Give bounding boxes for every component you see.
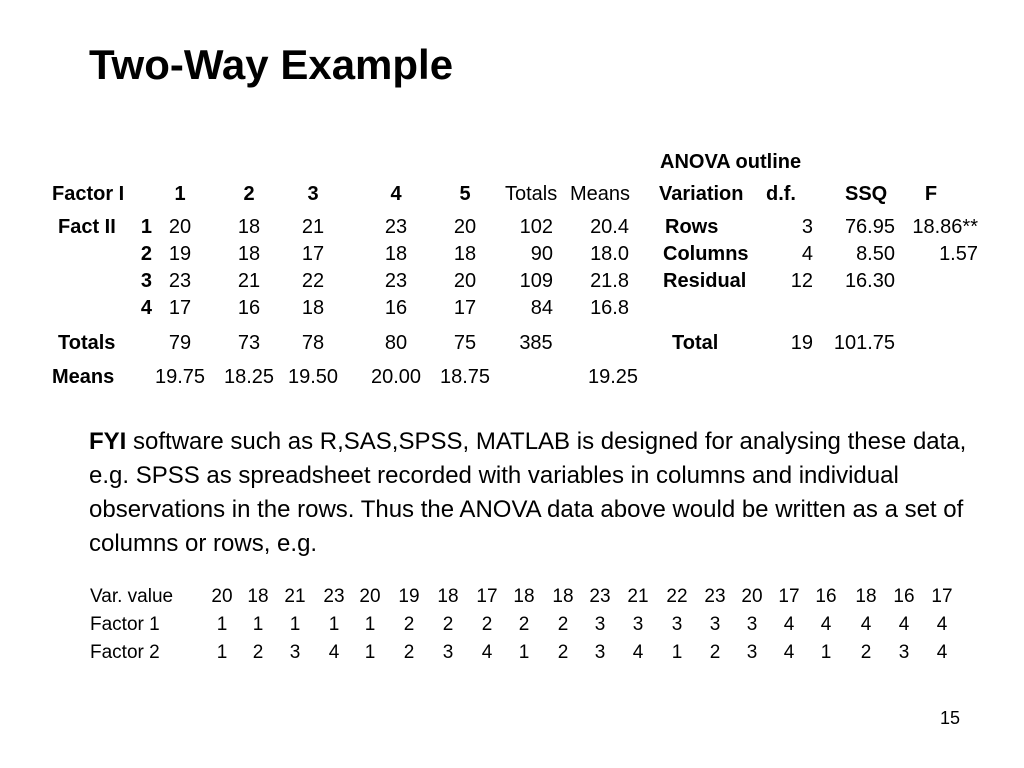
long-format-row-label: Factor 1 [90,614,160,635]
long-format-value: 1 [518,642,530,663]
row-total: 84 [530,297,553,319]
long-format-value: 4 [481,642,493,663]
fact-ii-level: 3 [140,270,152,292]
row-total: 90 [530,243,553,265]
column-total: 75 [453,332,477,354]
fact-ii-label: Fact II [58,216,116,238]
long-format-value: 4 [328,642,340,663]
row-mean: 21.8 [590,270,629,292]
long-format-value: 17 [476,586,498,607]
data-cell: 23 [168,270,192,292]
long-format-value: 1 [328,614,340,635]
anova-outline-label: ANOVA outline [660,151,802,173]
long-format-value: 3 [289,642,301,663]
column-total: 73 [237,332,261,354]
long-format-value: 23 [589,586,611,607]
long-format-value: 3 [671,614,683,635]
factor-i-level-4: 4 [390,183,402,205]
anova-f: 18.86** [912,216,978,238]
fyi-text: software such as R,SAS,SPSS, MATLAB is designed for analysing these data, e.g. SPSS as spreadsheet recorded with variables in columns and individual observations in the rows. Thus the ANOVA data above would be written as a set of columns or rows, e.g. [89,428,967,557]
long-format-value: 1 [364,642,376,663]
long-format-value: 2 [557,614,569,635]
anova-f: 1.57 [939,243,978,265]
means-header: Means [570,183,631,205]
grand-total: 385 [519,332,553,354]
anova-df: 3 [801,216,813,238]
long-format-value: 3 [594,642,606,663]
long-format-row-label: Var. value [90,586,174,607]
data-cell: 16 [237,297,261,319]
column-mean: 18.75 [439,366,491,388]
data-cell: 17 [301,243,325,265]
row-total: 109 [519,270,553,292]
f-header: F [924,183,938,205]
totals-header: Totals [505,183,558,205]
anova-total-label: Total [672,332,719,354]
long-format-value: 2 [860,642,872,663]
long-format-value: 3 [746,614,758,635]
long-format-value: 4 [632,642,644,663]
data-cell: 17 [453,297,477,319]
column-total: 79 [168,332,192,354]
long-format-value: 2 [403,642,415,663]
data-cell: 18 [384,243,408,265]
long-format-value: 20 [211,586,233,607]
long-format-value: 4 [783,642,795,663]
long-format-value: 4 [783,614,795,635]
long-format-row-label: Factor 2 [90,642,160,663]
fact-ii-level: 4 [140,297,152,319]
data-cell: 23 [384,216,408,238]
page-number: 15 [940,708,961,728]
long-format-value: 4 [898,614,910,635]
long-format-value: 3 [632,614,644,635]
anova-ssq: 76.95 [844,216,895,238]
anova-ssq: 16.30 [844,270,895,292]
row-mean: 18.0 [590,243,629,265]
grand-mean: 19.25 [587,366,639,388]
column-mean: 20.00 [370,366,422,388]
fact-ii-level: 2 [140,243,152,265]
factor-i-level-2: 2 [243,183,255,205]
long-format-value: 23 [323,586,345,607]
data-cell: 23 [384,270,408,292]
anova-row-label: Columns [663,243,749,265]
factor-i-level-3: 3 [307,183,319,205]
long-format-value: 17 [931,586,953,607]
long-format-value: 2 [252,642,264,663]
column-total: 80 [384,332,408,354]
fact-ii-level: 1 [140,216,152,238]
long-format-value: 3 [442,642,454,663]
factor-i-label: Factor I [52,183,125,205]
long-format-value: 1 [671,642,683,663]
long-format-value: 4 [860,614,872,635]
long-format-value: 3 [746,642,758,663]
data-cell: 20 [168,216,192,238]
df-header: d.f. [766,183,796,205]
data-cell: 16 [384,297,408,319]
data-cell: 20 [453,270,477,292]
column-mean: 19.75 [154,366,206,388]
anova-df: 12 [790,270,813,292]
long-format-value: 4 [820,614,832,635]
data-cell: 21 [301,216,325,238]
data-cell: 21 [237,270,261,292]
long-format-value: 20 [359,586,381,607]
long-format-value: 1 [216,614,228,635]
long-format-value: 2 [557,642,569,663]
page-title: Two-Way Example [89,41,454,88]
anova-df: 4 [801,243,813,265]
anova-ssq: 8.50 [856,243,895,265]
long-format-value: 2 [442,614,454,635]
row-mean: 16.8 [590,297,629,319]
long-format-value: 1 [252,614,264,635]
row-mean: 20.4 [590,216,629,238]
totals-label: Totals [58,332,116,354]
data-cell: 18 [301,297,325,319]
long-format-value: 1 [820,642,832,663]
fyi-label: FYI [89,428,127,455]
data-cell: 20 [453,216,477,238]
long-format-value: 2 [518,614,530,635]
data-cell: 18 [453,243,477,265]
long-format-value: 4 [936,642,948,663]
row-total: 102 [519,216,553,238]
means-label: Means [52,366,115,388]
anova-total-df: 19 [790,332,813,354]
data-cell: 17 [168,297,192,319]
long-format-value: 18 [855,586,877,607]
data-cell: 19 [168,243,192,265]
anova-row-label: Residual [663,270,747,292]
anova-row-label: Rows [665,216,719,238]
long-format-value: 2 [403,614,415,635]
factor-i-level-1: 1 [174,183,186,205]
factor-i-level-5: 5 [459,183,471,205]
long-format-value: 18 [247,586,269,607]
long-format-value: 23 [704,586,726,607]
column-mean: 18.25 [223,366,275,388]
long-format-value: 18 [437,586,459,607]
long-format-value: 16 [815,586,837,607]
ssq-header: SSQ [845,183,888,205]
long-format-value: 19 [398,586,420,607]
long-format-value: 17 [778,586,800,607]
long-format-value: 2 [481,614,493,635]
long-format-value: 1 [216,642,228,663]
data-cell: 18 [237,243,261,265]
long-format-value: 16 [893,586,915,607]
variation-header: Variation [659,183,744,205]
data-cell: 22 [301,270,325,292]
long-format-value: 2 [709,642,721,663]
long-format-value: 22 [666,586,688,607]
column-total: 78 [301,332,325,354]
long-format-value: 3 [594,614,606,635]
long-format-value: 18 [513,586,535,607]
long-format-value: 3 [709,614,721,635]
data-cell: 18 [237,216,261,238]
anova-total-ssq: 101.75 [833,332,895,354]
long-format-value: 18 [552,586,574,607]
long-format-value: 21 [284,586,306,607]
long-format-value: 1 [289,614,301,635]
long-format-value: 20 [741,586,763,607]
fyi-paragraph [89,425,999,561]
long-format-value: 1 [364,614,376,635]
long-format-value: 4 [936,614,948,635]
long-format-value: 3 [898,642,910,663]
long-format-value: 21 [627,586,649,607]
column-mean: 19.50 [287,366,339,388]
